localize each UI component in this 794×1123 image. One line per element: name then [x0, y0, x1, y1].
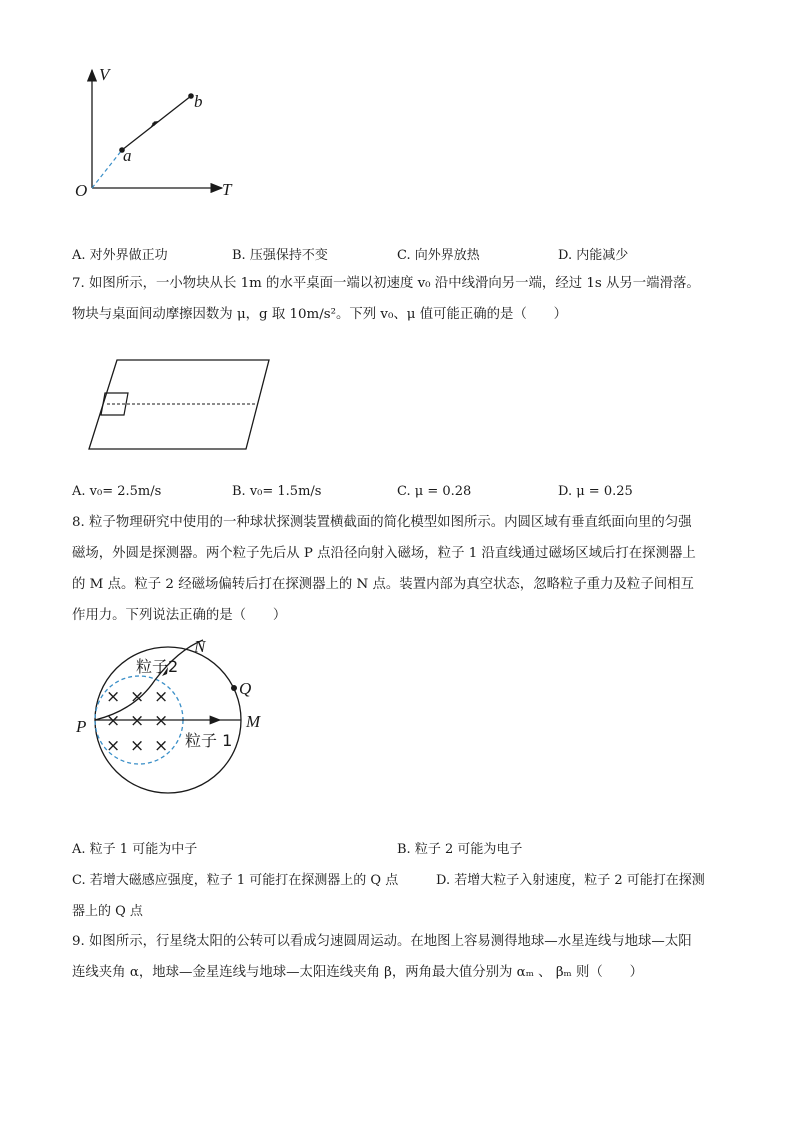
field-mark: × — [106, 687, 121, 707]
q8-option-d-line-1: D. 若增大粒子入射速度，粒子 2 可能打在探测 — [436, 873, 705, 888]
q7-option-c: C. μ = 0.28 — [397, 484, 472, 499]
q9-stem-line-2: 连线夹角 α，地球—金星连线与地球—太阳连线夹角 β，两角最大值分别为 αₘ 、 βₘ 则（ ） — [72, 965, 643, 980]
q6-option-d: D. 内能减少 — [558, 248, 629, 263]
label-m: M — [246, 712, 261, 731]
axis-label-t: T — [222, 180, 232, 199]
q8-stem-line-4: 作用力。下列说法正确的是（ ） — [72, 608, 287, 623]
label-particle-1: 粒子 1 — [185, 731, 233, 750]
field-mark: × — [154, 736, 169, 756]
field-mark: × — [154, 687, 169, 707]
q8-stem-line-1: 8. 粒子物理研究中使用的一种球状探测装置横截面的简化模型如图所示。内圆区域有垂直纸面向里的匀强 — [72, 515, 692, 530]
vt-graph-figure — [70, 62, 250, 207]
q6-option-a: A. 对外界做正功 — [72, 248, 168, 263]
origin-label: O — [75, 181, 88, 200]
label-n: N — [194, 637, 206, 656]
field-mark: × — [106, 711, 121, 731]
q8-option-a: A. 粒子 1 可能为中子 — [72, 842, 198, 857]
point-q-dot — [231, 685, 237, 691]
q7-stem-line-1: 7. 如图所示，一小物块从长 1m 的水平桌面一端以初速度 v₀ 沿中线滑向另一端，经过 1s 从另一端滑落。 — [72, 276, 700, 291]
q7-option-b: B. v₀= 1.5m/s — [232, 484, 322, 499]
q8-option-d-line-2: 器上的 Q 点 — [72, 904, 143, 919]
q7-stem-line-2: 物块与桌面间动摩擦因数为 μ，g 取 10m/s²。下列 v₀、μ 值可能正确的是（ ） — [72, 307, 568, 322]
extension-dashed-line — [92, 150, 122, 188]
label-particle-2: 粒子2 — [136, 657, 179, 676]
q7-option-a: A. v₀= 2.5m/s — [72, 484, 162, 499]
point-a-label: a — [123, 146, 132, 165]
q7-option-d: D. μ = 0.25 — [558, 484, 633, 499]
field-mark: × — [154, 711, 169, 731]
table-top-figure — [72, 355, 277, 455]
q8-option-c: C. 若增大磁感应强度，粒子 1 可能打在探测器上的 Q 点 — [72, 873, 399, 888]
q8-option-b: B. 粒子 2 可能为电子 — [397, 842, 523, 857]
detector-figure — [70, 630, 280, 830]
q8-stem-line-3: 的 M 点。粒子 2 经磁场偏转后打在探测器上的 N 点。装置内部为真空状态，忽略粒子重力及粒子间相互 — [72, 577, 694, 592]
field-mark: × — [130, 687, 145, 707]
q8-stem-line-2: 磁场，外圆是探测器。两个粒子先后从 P 点沿径向射入磁场，粒子 1 沿直线通过磁场区域后打在探测器上 — [72, 546, 696, 561]
q6-option-b: B. 压强保持不变 — [232, 248, 328, 263]
field-mark: × — [106, 736, 121, 756]
q6-option-c: C. 向外界放热 — [397, 248, 480, 263]
field-marks — [106, 687, 168, 756]
q9-stem-line-1: 9. 如图所示，行星绕太阳的公转可以看成匀速圆周运动。在地图上容易测得地球—水星连线与地球—太阳 — [72, 934, 692, 949]
label-q: Q — [239, 679, 252, 698]
point-b-label: b — [194, 92, 203, 111]
field-mark: × — [130, 736, 145, 756]
axis-label-v: V — [99, 65, 110, 84]
field-mark: × — [130, 711, 145, 731]
label-p: P — [76, 717, 87, 736]
particle-2-path — [95, 640, 203, 720]
point-b-dot — [188, 93, 194, 99]
